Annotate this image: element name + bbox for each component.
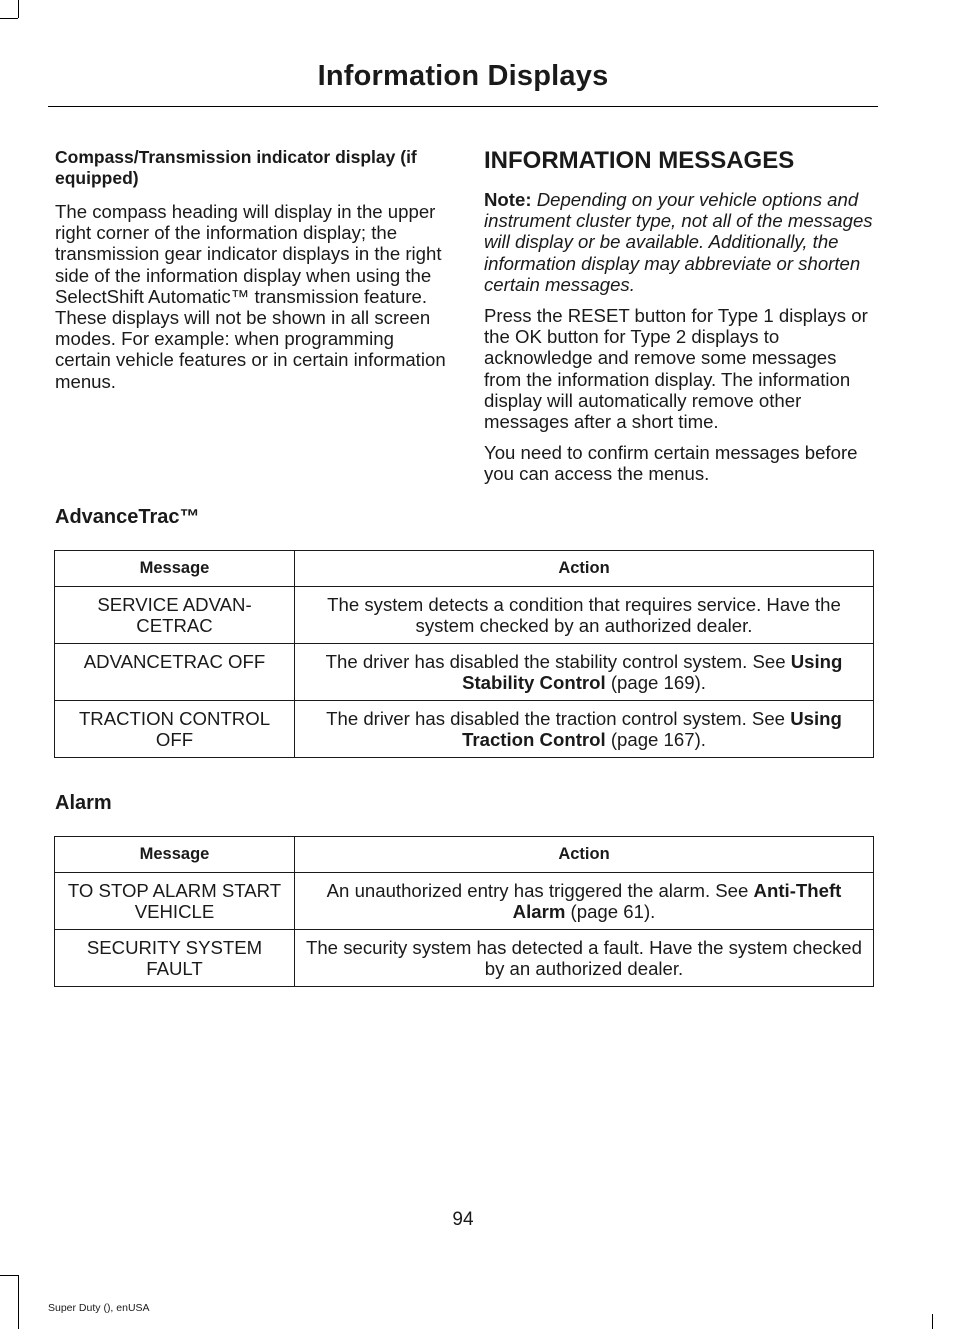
page-reference: (page 167).	[605, 729, 706, 751]
compass-paragraph: The compass heading will display in the upper right corner of the information display; the transmission gear indicator displays in the right side of the information display when using the SelectShift Automatic™ transmission feature. These displays will not be shown in all screen modes. For example: when programming certain vehicle features or in certain information menus.	[55, 201, 446, 392]
information-messages-heading: INFORMATION MESSAGES	[484, 147, 795, 174]
table-row	[55, 644, 874, 701]
column-header-message: Message	[55, 837, 295, 873]
page-title: Information Displays	[317, 60, 609, 92]
message-cell: SERVICE ADVAN- CETRAC	[55, 587, 295, 644]
footer-text: Super Duty (), enUSA	[48, 1302, 150, 1314]
column-header-action: Action	[295, 837, 874, 873]
message-cell: TRACTION CONTROL OFF	[55, 701, 295, 758]
column-header-message: Message	[55, 551, 295, 587]
reset-paragraph: Press the RESET button for Type 1 displays or the OK button for Type 2 displays to acknowledge and remove some messages from the information display. The information display will automatically remove other messages after a short time.	[484, 305, 868, 433]
table-header-row	[55, 551, 874, 587]
action-text: The driver has disabled the traction control system. See	[326, 708, 791, 729]
right-column	[484, 147, 876, 495]
action-text: An unauthorized entry has triggered the alarm. See	[326, 880, 754, 901]
crop-mark	[18, 0, 19, 18]
action-text: The security system has detected a fault. Have the system checked by an authorized dealer.	[305, 937, 862, 980]
page-reference: (page 169).	[605, 672, 706, 694]
left-column	[55, 147, 447, 402]
cross-reference-link[interactable]: Anti-Theft Alarm	[512, 880, 842, 923]
table-header-row	[55, 837, 874, 873]
note-text: Depending on your vehicle options and instrument cluster type, not all of the messages will display or be available. Additionally, the information display may abbreviate or shorten certain messages.	[484, 189, 873, 295]
page-reference: (page 61).	[565, 901, 656, 923]
page-number: 94	[452, 1209, 474, 1230]
crop-mark	[0, 1275, 18, 1276]
message-cell: SECURITY SYSTEM FAULT	[55, 930, 295, 987]
alarm-title: Alarm	[55, 792, 112, 814]
advancetrac-title: AdvanceTrac™	[55, 506, 200, 528]
action-cell	[295, 644, 874, 701]
compass-heading: Compass/Transmission indicator display (if equipped)	[55, 147, 417, 188]
note-paragraph	[484, 189, 876, 295]
action-text: The driver has disabled the stability control system. See	[325, 651, 791, 672]
column-header-action: Action	[295, 551, 874, 587]
message-cell: TO STOP ALARM START VEHICLE	[55, 873, 295, 930]
action-cell	[295, 587, 874, 644]
table-row	[55, 873, 874, 930]
alarm-table	[54, 836, 874, 987]
crop-mark	[0, 18, 18, 19]
advancetrac-table	[54, 550, 874, 758]
action-text: The system detects a condition that requires service. Have the system checked by an authorized dealer.	[327, 594, 841, 637]
action-cell	[295, 930, 874, 987]
table-row	[55, 930, 874, 987]
title-divider	[48, 106, 878, 107]
cross-reference-link[interactable]: Using Stability Control	[462, 651, 843, 694]
action-cell	[295, 701, 874, 758]
confirm-paragraph: You need to confirm certain messages before you can access the menus.	[484, 442, 858, 485]
note-label: Note:	[484, 189, 532, 210]
crop-mark	[932, 1314, 933, 1329]
message-cell: ADVANCETRAC OFF	[55, 644, 295, 701]
cross-reference-link[interactable]: Using Traction Control	[462, 708, 842, 751]
crop-mark	[18, 1275, 19, 1329]
table-row	[55, 587, 874, 644]
table-row	[55, 701, 874, 758]
action-cell	[295, 873, 874, 930]
